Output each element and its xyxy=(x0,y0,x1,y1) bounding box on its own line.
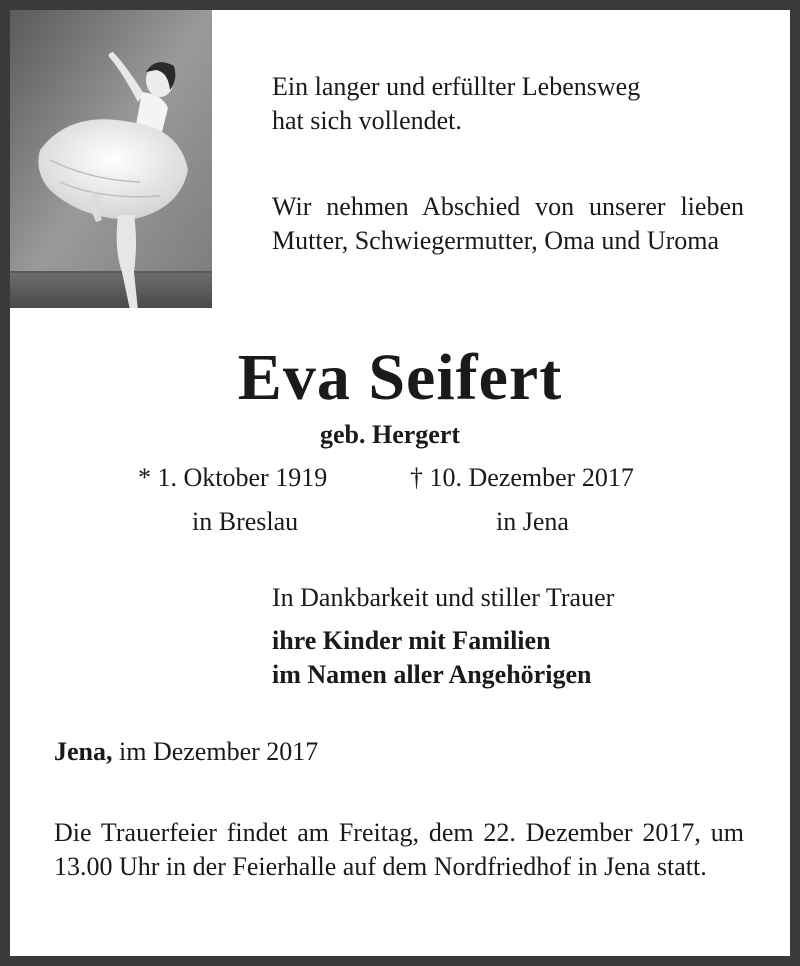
intro-line-1: Ein langer und erfüllter Lebensweg xyxy=(272,72,641,101)
date: im Dezember 2017 xyxy=(119,737,319,766)
birth-date: * 1. Oktober 1919 xyxy=(138,463,328,492)
death-date: † 10. Dezember 2017 xyxy=(410,463,634,492)
intro-line-2: hat sich vollendet. xyxy=(272,106,462,135)
funeral-notice: Die Trauerfeier findet am Freitag, dem 22. Dezember 2017, um 13.00 Uhr in der Feierhalle auf dem Nordfriedhof in Jena statt. xyxy=(54,818,744,881)
deceased-name: Eva Seifert xyxy=(237,341,563,414)
mourners-line-1: ihre Kinder mit Familien xyxy=(272,626,551,655)
farewell-text xyxy=(272,190,744,258)
mourners-signature xyxy=(272,624,591,692)
birth-name: geb. Hergert xyxy=(320,420,461,449)
intro-text xyxy=(272,70,742,138)
ballerina-photo xyxy=(10,10,212,308)
death-place: in Jena xyxy=(496,507,569,536)
place: Jena, xyxy=(54,737,113,766)
ballerina-photo-image xyxy=(10,10,212,308)
place-date xyxy=(54,736,318,768)
mourners-intro: In Dankbarkeit und stiller Trauer xyxy=(272,583,615,612)
birth-place: in Breslau xyxy=(192,507,299,536)
mourners-line-2: im Namen aller Angehörigen xyxy=(272,660,592,689)
farewell-paragraph: Wir nehmen Abschied von unserer lieben Mutter, Schwiegermutter, Oma und Uroma xyxy=(272,192,744,255)
